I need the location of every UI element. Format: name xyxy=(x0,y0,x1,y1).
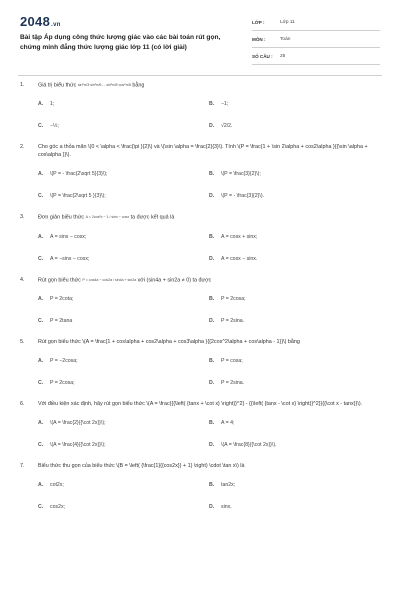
option-b[interactable]: B. A = 4; xyxy=(209,420,235,427)
meta-row-class xyxy=(252,14,380,31)
question-6 xyxy=(20,400,380,456)
question-list xyxy=(20,81,380,524)
meta-row-count xyxy=(252,48,380,65)
option-a[interactable]: A. A = sinx − cosx; xyxy=(38,233,87,240)
option-b[interactable]: B. tan2x; xyxy=(209,482,236,489)
meta-label: SỐ CÂU : xyxy=(252,53,273,59)
option-a[interactable]: A. 1; xyxy=(38,101,55,108)
option-d[interactable]: D. A = cosx − sinx. xyxy=(209,255,258,262)
document-header xyxy=(20,14,380,66)
option-b[interactable]: B. −1; xyxy=(209,101,229,108)
question-number: 3. xyxy=(20,214,25,221)
question-5 xyxy=(20,338,380,394)
option-c[interactable]: C. cos2x; xyxy=(38,504,65,511)
option-d[interactable]: D. sinx. xyxy=(209,504,232,511)
option-b[interactable]: B. P = 2cosa; xyxy=(209,296,246,303)
formula-image: P = cos4a − cos2a / sin4a + sin2a xyxy=(82,277,137,282)
option-c[interactable]: C. \(P = \frac{2\sqrt 5 }{3}\); xyxy=(38,193,106,200)
option-c[interactable]: C. −½; xyxy=(38,123,59,130)
option-d[interactable]: D. √2/2. xyxy=(209,123,233,130)
question-number: 4. xyxy=(20,276,25,283)
option-a[interactable]: A. cot2x; xyxy=(38,482,64,489)
logo-suffix: .vn xyxy=(51,22,61,28)
option-c[interactable]: C. P = 2tana xyxy=(38,318,73,325)
question-number: 5. xyxy=(20,339,25,346)
answer-options xyxy=(38,288,380,332)
site-logo[interactable] xyxy=(20,14,61,29)
question-2 xyxy=(20,143,380,207)
question-text: Cho góc a thỏa mãn \(0 < \alpha < \frac{\pi }{2}\) và \(\sin \alpha = \frac{2}{3}\). Tính \(P = \frac{1 + \sin 2\alpha + cos2\alpha }{{\sin \alpha + cos\alpha }}\). xyxy=(38,144,368,159)
option-b[interactable]: B. A = cosx + sinx; xyxy=(209,233,258,240)
question-number: 1. xyxy=(20,82,25,88)
question-1 xyxy=(20,81,380,137)
formula-image: sin²π/3·sin²π/6 ... sin²π/8·cos²π/8 xyxy=(77,83,131,87)
option-d[interactable]: D. \(A = \frac{8}{{\cot 2x}}\). xyxy=(209,442,277,449)
question-3 xyxy=(20,213,380,269)
answer-options xyxy=(38,474,380,518)
formula-image: A = 2cos²x − 1 / sinx − cosx xyxy=(85,215,130,220)
option-d[interactable]: D. \(P = - \frac{3}{2}\). xyxy=(209,193,265,200)
question-4 xyxy=(20,276,380,332)
question-7 xyxy=(20,462,380,518)
answer-options xyxy=(38,163,380,207)
meta-label: LỚP : xyxy=(252,19,265,25)
option-a[interactable]: A. P = −2cosa; xyxy=(38,358,78,365)
question-number: 2. xyxy=(20,144,25,151)
option-c[interactable]: C. A = −sinx − cosx; xyxy=(38,255,90,262)
option-b[interactable]: B. \(P = \frac{3}{2}\); xyxy=(209,171,261,178)
meta-value: Lớp 11 xyxy=(280,19,295,25)
document-title: Bài tập Áp dụng công thức lượng giác vào các bài toán rút gọn, chứng minh đẳng thức lượng giác lớp 11 (có lời giải) xyxy=(20,34,221,51)
question-number: 7. xyxy=(20,463,25,470)
meta-value: 25 xyxy=(280,53,286,59)
question-text: Rút gọn biểu thức \(A = \frac{1 + cos\alpha + cos2\alpha + cos3\alpha }{{2cos^2\alpha + cos\alpha - 1}}\) bằng xyxy=(38,339,300,346)
meta-row-subject xyxy=(252,31,380,48)
option-c[interactable]: C. P = 2cosa; xyxy=(38,380,75,387)
question-text: Giá trị biểu thức sin²π/3·sin²π/6 ... sin²π/8·cos²π/8 bằng xyxy=(38,82,145,89)
option-a[interactable]: A. P = 2cota; xyxy=(38,296,74,303)
option-c[interactable]: C. \(A = \frac{4}{{\cot 2x}}\); xyxy=(38,442,106,449)
option-b[interactable]: B. P = cosa; xyxy=(209,358,243,365)
option-a[interactable]: A. \(P = - \frac{2\sqrt 5}{3}\); xyxy=(38,171,108,178)
answer-options xyxy=(38,226,380,270)
option-d[interactable]: D. P = 2sina. xyxy=(209,380,245,387)
question-number: 6. xyxy=(20,401,25,408)
meta-label: MÔN : xyxy=(252,36,266,42)
meta-value: Toán xyxy=(280,36,291,42)
option-d[interactable]: D. P = 2sina. xyxy=(209,318,245,325)
meta-table xyxy=(252,14,380,65)
question-text: Biểu thức thu gọn của biểu thức \(B = \left( {\frac{1}{{cos2x}} + 1} \right) \cdot \tan x\) là xyxy=(38,463,245,470)
logo-text: 2048 xyxy=(20,14,51,29)
answer-options xyxy=(38,412,380,456)
question-text: Rút gọn biểu thức P = cos4a − cos2a / sin4a + sin2a với (sin4a + sin2a ≠ 0) ta được xyxy=(38,277,212,284)
option-a[interactable]: A. \(A = \frac{2}{{\cot 2x}}\); xyxy=(38,420,106,427)
question-text: Với điều kiện xác định, hãy rút gọn biểu thức \(A = \frac{{{\left( {tanx + \cot x} \right)}^2} - {{\left( {tanx - \cot x} \right)}^2}}{{\cot x - tanx}}\). xyxy=(38,401,363,408)
header-divider xyxy=(18,75,382,76)
answer-options xyxy=(38,350,380,394)
answer-options xyxy=(38,93,380,137)
question-text: Đơn giản biểu thức A = 2cos²x − 1 / sinx − cosx ta được kết quả là xyxy=(38,214,175,221)
